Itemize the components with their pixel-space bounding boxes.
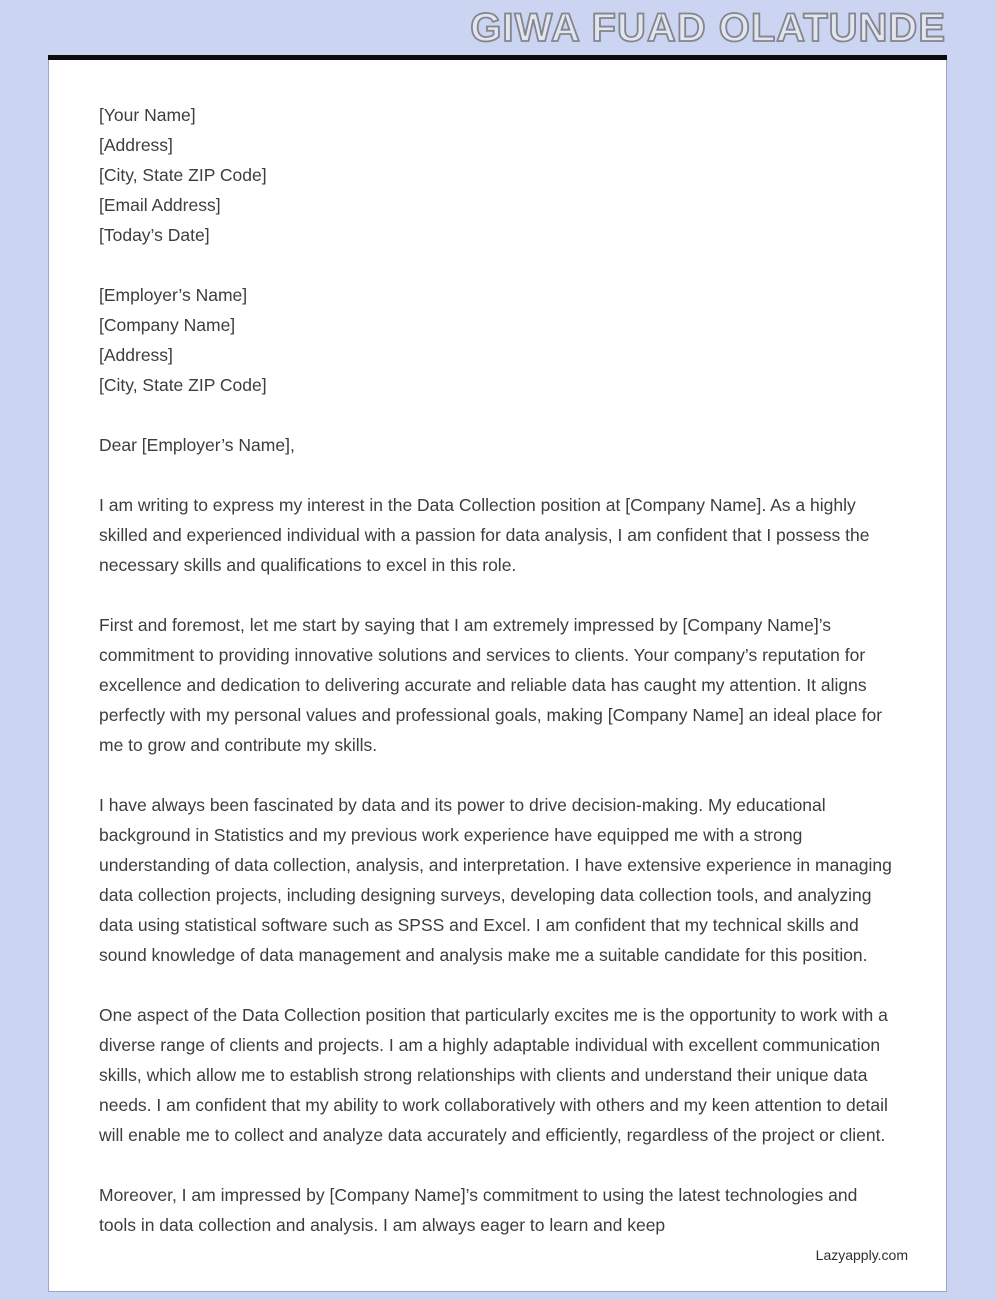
sender-email-line: [Email Address] [99, 195, 221, 215]
recipient-city-line: [City, State ZIP Code] [99, 375, 267, 395]
sender-address-line: [Address] [99, 135, 173, 155]
salutation [99, 430, 894, 460]
sender-block [99, 100, 894, 250]
brand-title: GIWA FUAD OLATUNDE [470, 6, 946, 50]
recipient-block [99, 280, 894, 400]
recipient-address-line: [Address] [99, 345, 173, 365]
paragraph-background: I have always been fascinated by data and its power to drive decision-making. My educational background in Statistics and my previous work experience have equipped me with a strong understanding of data collection, analysis, and interpretation. I have extensive experience in managing data collection projects, including designing surveys, developing data collection tools, and analyzing data using statistical software such as SPSS and Excel. I am confident that my technical skills and sound knowledge of data management and analysis make me a suitable candidate for this position. [99, 795, 892, 965]
recipient-company-line: [Company Name] [99, 315, 236, 335]
cover-letter-document [48, 60, 947, 1292]
recipient-name-line: [Employer’s Name] [99, 285, 248, 305]
paragraph-adaptability: One aspect of the Data Collection position that particularly excites me is the opportunity to work with a diverse range of clients and projects. I am a highly adaptable individual with excellent communication skills, which allow me to establish strong relationships with clients and understand their unique data needs. I am confident that my ability to work collaboratively with others and my keen attention to detail will enable me to collect and analyze data accurately and efficiently, regardless of the project or client. [99, 1005, 888, 1145]
watermark-link[interactable]: Lazyapply.com [815, 1247, 908, 1263]
sender-date-line: [Today’s Date] [99, 225, 210, 245]
paragraph-intro: I am writing to express my interest in the Data Collection position at [Company Name]. As a highly skilled and experienced individual with a passion for data analysis, I am confident that I possess the necessary skills and qualifications to excel in this role. [99, 495, 870, 575]
paragraph-technology: Moreover, I am impressed by [Company Name]’s commitment to using the latest technologies and tools in data collection and analysis. I am always eager to learn and keep [99, 1185, 858, 1235]
salutation-line: Dear [Employer’s Name], [99, 435, 295, 455]
paragraph-company-praise: First and foremost, let me start by saying that I am extremely impressed by [Company Name]’s commitment to providing innovative solutions and services to clients. Your company’s reputation for excellence and dedication to delivering accurate and reliable data has caught my attention. It aligns perfectly with my personal values and professional goals, making [Company Name] an ideal place for me to grow and contribute my skills. [99, 615, 883, 755]
sender-city-line: [City, State ZIP Code] [99, 165, 267, 185]
sender-name-line: [Your Name] [99, 105, 196, 125]
